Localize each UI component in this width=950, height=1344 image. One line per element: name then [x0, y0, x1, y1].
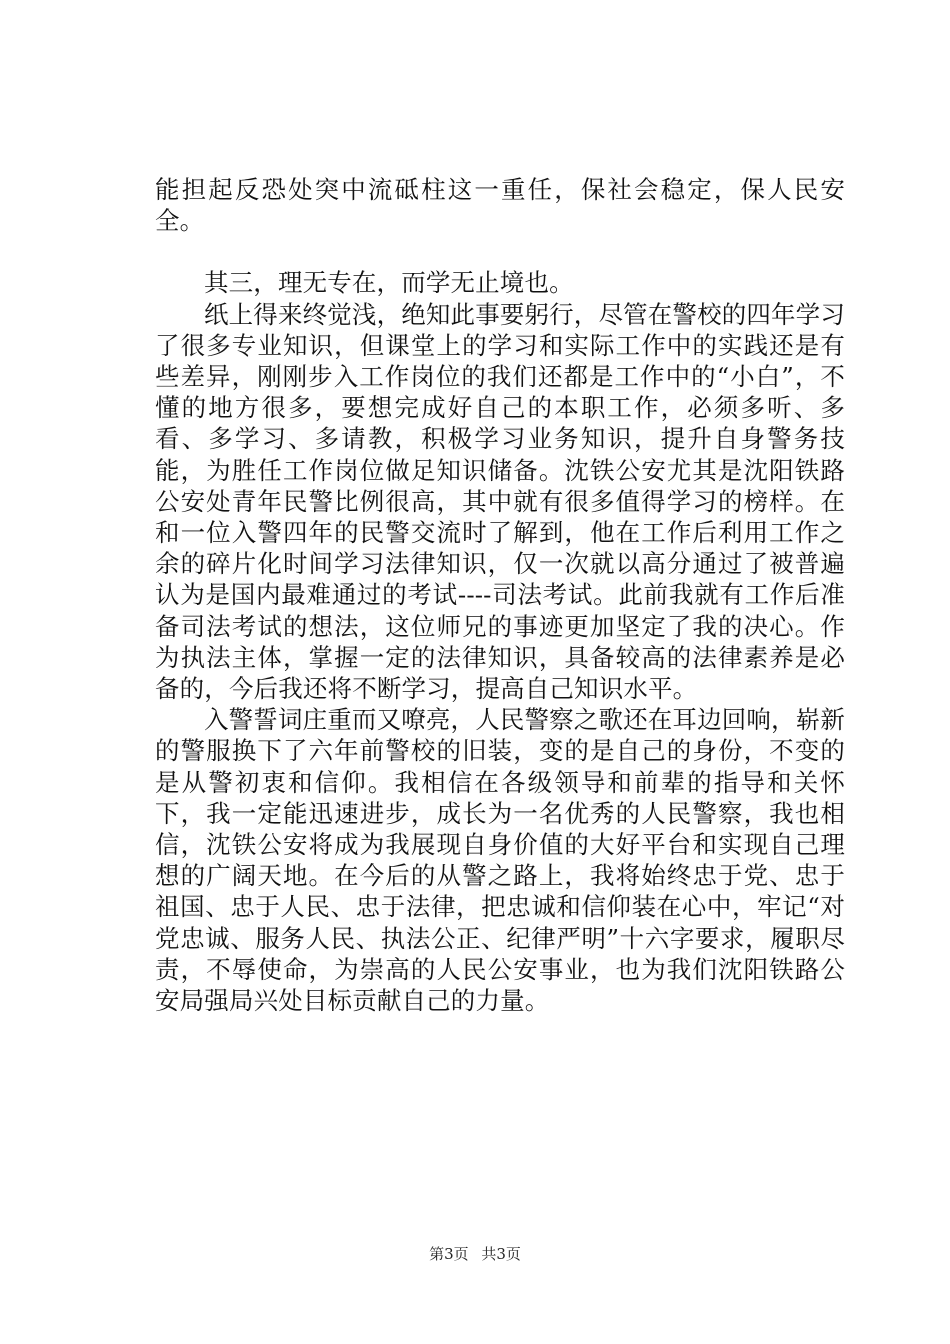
- document-body: [155, 174, 845, 1016]
- paragraph-study: 纸上得来终觉浅，绝知此事要躬行，尽管在警校的四年学习了很多专业知识，但课堂上的学习和实际工作中的实践还是有些差异，刚刚步入工作岗位的我们还都是工作中的“小白”，不懂的地方很多，要想完成好自己的本职工作，必须多听、多看、多学习、多请教，积极学习业务知识，提升自身警务技能，为胜任工作岗位做足知识储备。沈铁公安尤其是沈阳铁路公安处青年民警比例很高，其中就有很多值得学习的榜样。在和一位入警四年的民警交流时了解到，他在工作后利用工作之余的碎片化时间学习法律知识，仅一次就以高分通过了被普遍认为是国内最难通过的考试----司法考试。此前我就有工作后准备司法考试的想法，这位师兄的事迹更加坚定了我的决心。作为执法主体，掌握一定的法律知识，具备较高的法律素养是必备的，今后我还将不断学习，提高自己知识水平。: [155, 299, 845, 704]
- paragraph-oath: 入警誓词庄重而又嘹亮，人民警察之歌还在耳边回响，崭新的警服换下了六年前警校的旧装，变的是自己的身份，不变的是从警初衷和信仰。我相信在各级领导和前辈的指导和关怀下，我一定能迅速进步，成长为一名优秀的人民警察，我也相信，沈铁公安将成为我展现自身价值的大好平台和实现自己理想的广阔天地。在今后的从警之路上，我将始终忠于党、忠于祖国、忠于人民、忠于法律，把忠诚和信仰装在心中，牢记“对党忠诚、服务人民、执法公正、纪律严明”十六字要求，履职尽责，不辱使命，为崇高的人民公安事业，也为我们沈阳铁路公安局强局兴处目标贡献自己的力量。: [155, 705, 845, 1016]
- page-number-total: 共3页: [481, 1245, 521, 1263]
- paragraph-continuation: 能担起反恐处突中流砥柱这一重任，保社会稳定，保人民安全。: [155, 175, 845, 236]
- page-number-current: 第3页: [429, 1245, 469, 1263]
- paragraph-heading-three: 其三，理无专在，而学无止境也。: [204, 268, 574, 298]
- page-footer: [0, 1244, 950, 1264]
